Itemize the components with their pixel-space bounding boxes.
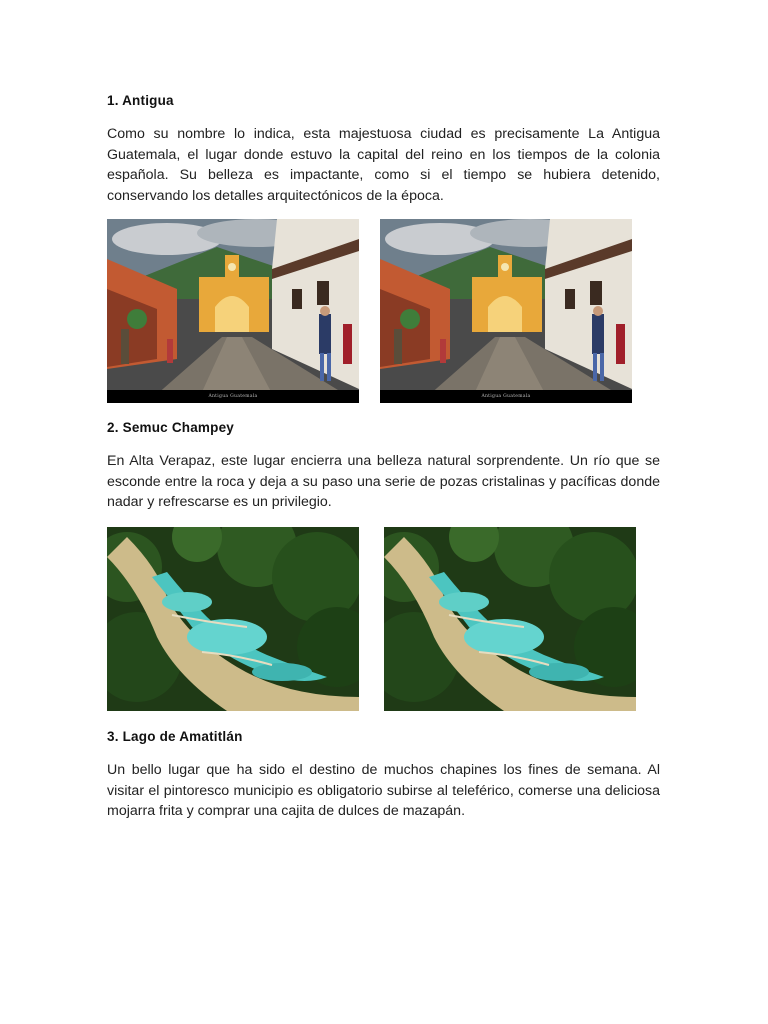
section-text-lago-amatitlan: Un bello lugar que ha sido el destino de muchos chapines los fines de semana. Al visitar el pintoresco municipio es obligatorio subirse al teleférico, comerse una deliciosa mojarra frita y comprar una cajita de dulces de mazapán.	[107, 762, 660, 820]
section-text-semuc-champey: En Alta Verapaz, este lugar encierra una belleza natural sorprendente. Un río que se esconde entre la roca y deja a su paso una serie de pozas cristalinas y pacíficas donde nadar y refrescarse es un privilegio.	[107, 453, 660, 511]
photo-caption: Antigua Guatemala	[380, 390, 632, 403]
antigua-photo-right	[380, 219, 632, 403]
semuc-photo-right	[384, 527, 636, 711]
section-heading-lago-amatitlan: 3. Lago de Amatitlán	[107, 729, 243, 744]
antigua-photo-left	[107, 219, 359, 403]
photo-caption: Antigua Guatemala	[107, 390, 359, 403]
section-heading-antigua: 1. Antigua	[107, 93, 174, 108]
semuc-photo-left	[107, 527, 359, 711]
section-text-antigua: Como su nombre lo indica, esta majestuosa ciudad es precisamente La Antigua Guatemala, el lugar donde estuvo la capital del reino en los tiempos de la colonia española. Su belleza es impactante, como si el tiempo se hubiera detenido, conservando los detalles arquitectónicos de la época.	[107, 126, 660, 205]
section-heading-semuc-champey: 2. Semuc Champey	[107, 420, 235, 435]
